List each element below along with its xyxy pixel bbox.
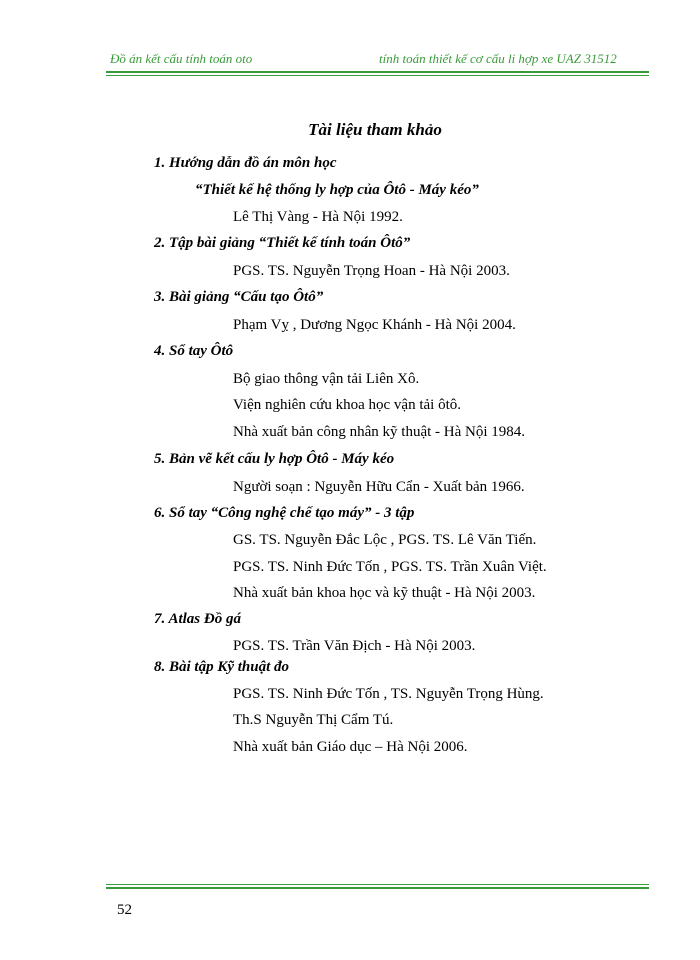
- reference-heading: 4. Sổ tay Ôtô: [154, 343, 234, 359]
- reference-heading: 5. Bản vẽ kết cấu ly hợp Ôtô - Máy kéo: [154, 451, 395, 467]
- header-right-text: tính toán thiết kế cơ cấu li hợp xe UAZ 31512: [379, 51, 617, 66]
- reference-line: Nhà xuất bản khoa học và kỹ thuật - Hà Nội 2003.: [233, 585, 536, 601]
- footer-rule: [106, 887, 649, 889]
- header-left-text: Đồ án kết cấu tính toán oto: [110, 51, 253, 66]
- reference-line: Nhà xuất bản công nhân kỹ thuật - Hà Nội 1984.: [233, 424, 526, 440]
- reference-line: Lê Thị Vàng - Hà Nội 1992.: [233, 209, 403, 225]
- reference-subtitle: “Thiết kế hệ thống ly hợp của Ôtô - Máy kéo”: [195, 182, 479, 198]
- reference-heading: 6. Sổ tay “Công nghệ chế tạo máy” - 3 tập: [154, 505, 415, 521]
- reference-heading: 1. Hướng dẫn đồ án môn học: [154, 155, 337, 171]
- reference-heading: 8. Bài tập Kỹ thuật đo: [154, 659, 290, 675]
- page-number: 52: [117, 902, 132, 918]
- header-rule: [106, 71, 649, 73]
- reference-line: GS. TS. Nguyễn Đắc Lộc , PGS. TS. Lê Văn Tiến.: [233, 532, 537, 548]
- reference-line: PGS. TS. Trần Văn Địch - Hà Nội 2003.: [233, 638, 476, 654]
- reference-line: Phạm Vỵ , Dương Ngọc Khánh - Hà Nội 2004.: [233, 317, 516, 333]
- header-rule-thin: [106, 75, 649, 76]
- reference-line: PGS. TS. Ninh Đức Tốn , PGS. TS. Trần Xuân Việt.: [233, 559, 547, 575]
- page-title: Tài liệu tham khảo: [308, 120, 442, 139]
- reference-line: PGS. TS. Ninh Đức Tốn , TS. Nguyễn Trọng Hùng.: [233, 686, 544, 702]
- reference-line: Th.S Nguyễn Thị Cẩm Tú.: [233, 712, 394, 728]
- reference-line: Nhà xuất bản Giáo dục – Hà Nội 2006.: [233, 739, 468, 755]
- reference-heading: 2. Tập bài giảng “Thiết kế tính toán Ôtô”: [154, 235, 411, 251]
- footer-rule-thin: [106, 884, 649, 885]
- reference-line: Viện nghiên cứu khoa học vận tải ôtô.: [233, 397, 462, 413]
- reference-line: PGS. TS. Nguyễn Trọng Hoan - Hà Nội 2003.: [233, 263, 510, 279]
- reference-line: Bộ giao thông vận tải Liên Xô.: [233, 371, 420, 387]
- reference-heading: 7. Atlas Đồ gá: [154, 611, 241, 627]
- reference-heading: 3. Bài giảng “Cấu tạo Ôtô”: [154, 289, 324, 305]
- reference-line: Người soạn : Nguyễn Hữu Cẩn - Xuất bản 1966.: [233, 479, 525, 495]
